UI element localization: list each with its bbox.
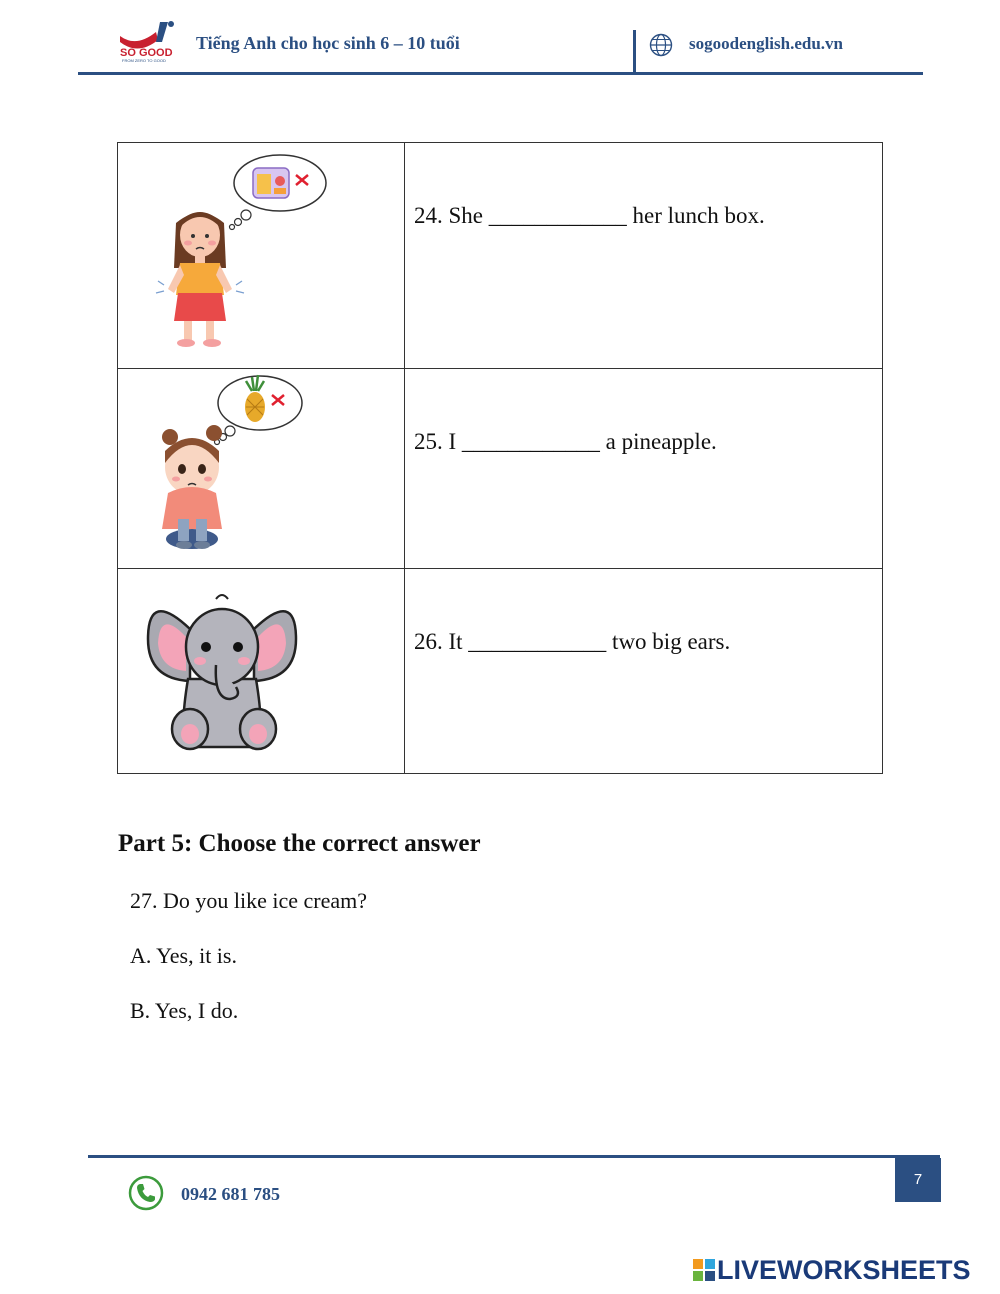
question-25[interactable]: 25. I ____________ a pineapple.	[414, 429, 717, 454]
page-number: 7	[895, 1158, 941, 1202]
table-row	[118, 369, 883, 569]
globe-icon	[649, 33, 673, 57]
page-header	[0, 0, 1000, 80]
header-website: sogoodenglish.edu.vn	[689, 34, 843, 53]
footer-phone: 0942 681 785	[181, 1184, 280, 1204]
image-cell	[118, 569, 405, 774]
header-title: Tiếng Anh cho học sinh 6 – 10 tuổi	[196, 33, 460, 53]
question-26[interactable]: 26. It ____________ two big ears.	[414, 629, 731, 654]
logo-subtext: FROM ZERO TO GOOD	[122, 58, 166, 63]
question-24[interactable]: 24. She ____________ her lunch box.	[414, 203, 765, 228]
girl-pineapple-illustration-icon	[118, 369, 405, 569]
phone-icon	[128, 1175, 164, 1211]
image-cell	[118, 369, 405, 569]
header-divider	[633, 30, 636, 74]
answer-option-b[interactable]: B. Yes, I do.	[130, 998, 239, 1023]
question-cell	[405, 143, 883, 369]
exercise-table	[117, 142, 883, 774]
header-rule	[78, 72, 923, 75]
table-row	[118, 569, 883, 774]
question-27: 27. Do you like ice cream?	[130, 888, 368, 913]
liveworksheets-logo	[693, 1255, 993, 1285]
elephant-illustration-icon	[118, 569, 405, 774]
girl-lunchbox-illustration-icon	[118, 143, 405, 369]
sogood-logo-icon	[116, 18, 178, 64]
question-cell	[405, 569, 883, 774]
logo-text: SO GOOD	[120, 47, 173, 59]
table-row	[118, 143, 883, 369]
liveworksheets-text: LIVEWORKSHEETS	[717, 1255, 971, 1285]
liveworksheets-icon	[693, 1259, 715, 1281]
footer-rule	[88, 1155, 940, 1158]
answer-option-a[interactable]: A. Yes, it is.	[130, 943, 237, 968]
image-cell	[118, 143, 405, 369]
question-cell	[405, 369, 883, 569]
part5-title: Part 5: Choose the correct answer	[118, 830, 481, 857]
